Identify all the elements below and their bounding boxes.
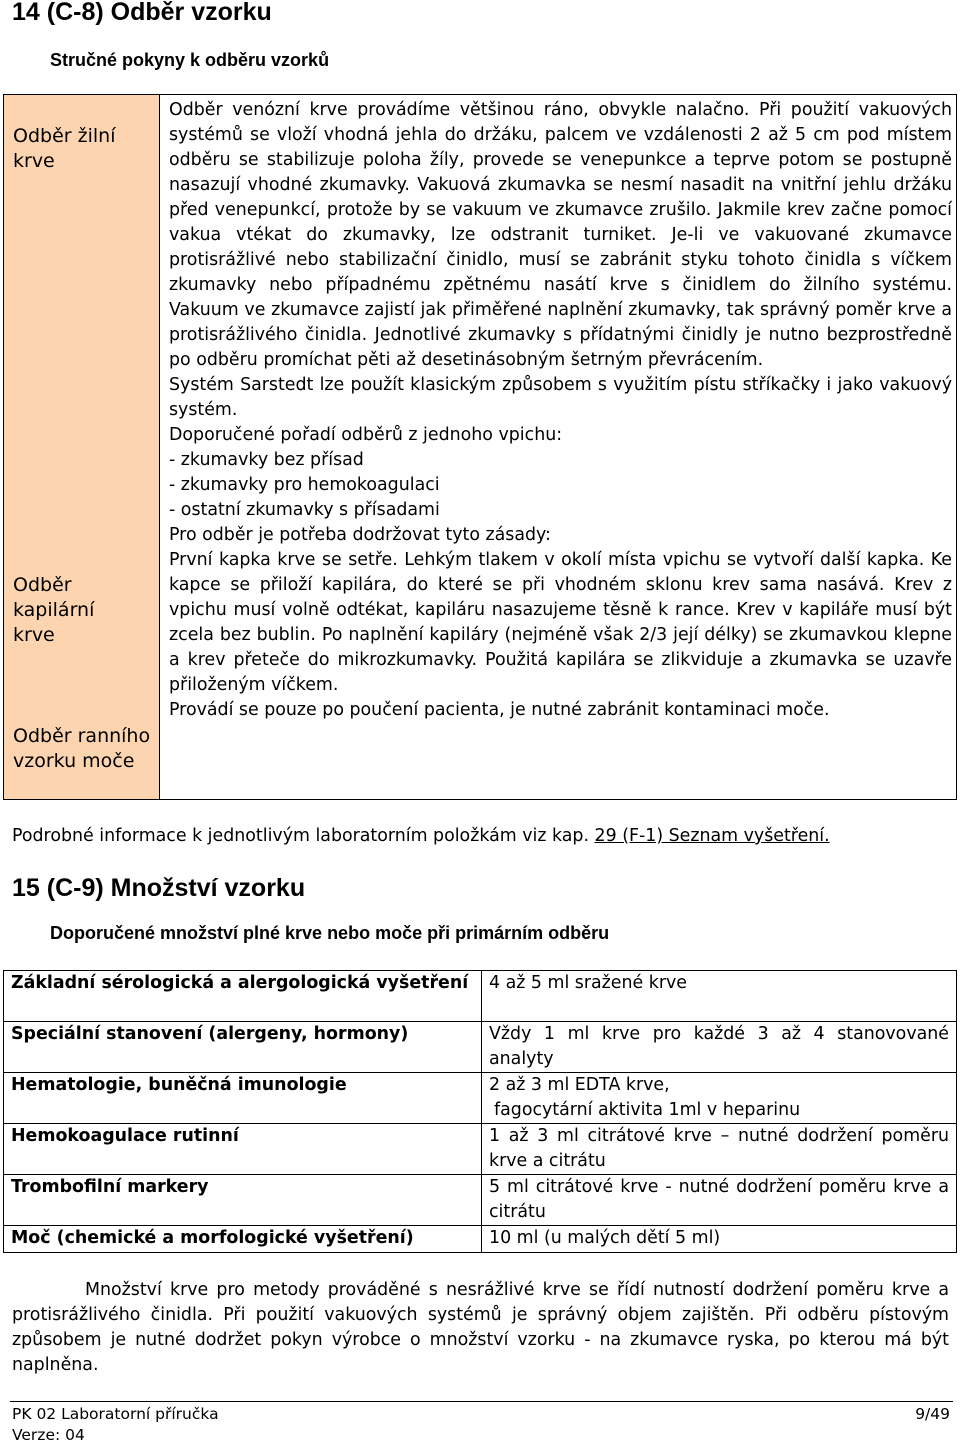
table-key-cell: Hemokoagulace rutinní — [4, 1124, 482, 1175]
label-morning-urine: Odběr ranního vzorku moče — [13, 725, 151, 772]
table-value-cell: 1 až 3 ml citrátové krve – nutné dodržení poměru krve a citrátu — [482, 1124, 957, 1175]
section-14-subtitle: Stručné pokyny k odběru vzorků — [50, 50, 330, 70]
capillary-procedure-text: První kapka krve se setře. Lehkým tlakem v okolí místa vpichu se vytvoří další kapka. Ke kapce se přiloží kapilára, do které se při vhodném sklonu krev sama nasává. Krev z vpichu musí volně odtékat, kapiláru nasazujeme těsně k rance. Krev v kapiláře musí být zcela bez bublin. Po naplnění kapiláry (nejméně však 2/3 její délky) se zkumavkou klepne a krev přeteče do mikrozkumavky. Použitá kapilára se zlikviduje a zkumavka se uzavře přiloženým víčkem. — [169, 550, 952, 695]
table-value-cell: 5 ml citrátové krve - nutné dodržení poměru krve a citrátu — [482, 1175, 957, 1226]
urine-procedure-text: Provádí se pouze po poučení pacienta, je nutné zabránit kontaminaci moče. — [169, 700, 830, 720]
table-key-cell — [4, 971, 482, 1022]
table-row — [4, 971, 957, 1022]
footer-left — [12, 1404, 219, 1446]
sarstedt-text: Systém Sarstedt lze použít klasickým způsobem s využitím pístu stříkačky i jako vakuový systém. — [169, 375, 952, 420]
order-item: - zkumavky pro hemokoagulaci — [169, 475, 440, 495]
table-row — [4, 1073, 957, 1124]
order-heading: Doporučené pořadí odběrů z jednoho vpichu: — [169, 425, 563, 445]
table-key: Základní sérologická a alergologická vyšetření — [11, 973, 469, 993]
table-value-secondary: fagocytární aktivita 1ml v heparinu — [494, 1100, 801, 1120]
detail-info-text: Podrobné informace k jednotlivým laboratorním položkám viz kap. — [12, 826, 595, 846]
detail-info-paragraph — [12, 824, 830, 849]
footer-divider — [10, 1401, 953, 1402]
capillary-heading: Pro odběr je potřeba dodržovat tyto zásady: — [169, 525, 551, 545]
sample-amount-table — [3, 970, 957, 1253]
table-value-cell: 4 až 5 ml sražené krve — [482, 971, 957, 1022]
footer-version: Verze: 04 — [12, 1426, 85, 1444]
amount-note: Množství krve pro metody prováděné s nesrážlivé krve se řídí nutností dodržení poměru krve a protisrážlivého činidla. Při použití vakuových systémů je správný objem zajištěn. Při odběru pístovým způsobem je nutné dodržet pokyn výrobce o množství vzorku - na zkumavce ryska, po kterou má být naplněna. — [12, 1280, 949, 1375]
table-value-cell: Vždy 1 ml krve pro každé 3 až 4 stanovované analyty — [482, 1022, 957, 1073]
section-15-title: 15 (C-9) Množství vzorku — [12, 874, 306, 902]
label-venous-blood: Odběr žilní krve — [13, 125, 116, 172]
label-capillary-blood: Odběr kapilární krve — [13, 574, 95, 646]
section-14-title: 14 (C-8) Odběr vzorku — [12, 0, 272, 26]
order-item: - ostatní zkumavky s přísadami — [169, 500, 440, 520]
venous-procedure-text: Odběr venózní krve provádíme většinou ráno, obvykle nalačno. Při použití vakuových systémů se vloží vhodná jehla do držáku, palcem ve vzdálenosti 2 až 5 cm pod místem odběru se stabilizuje poloha žíly, provede se venepunkce a teprve potom se postupně nasazují vhodné zkumavky. Vakuová zkumavka se nesmí nasadit na vnitřní jehlu držáku před venepunkcí, protože by se vakuum ve zkumavce zrušilo. Jakmile krev začne pomocí vakua vtékat do zkumavky, lze odstranit turniket. Je-li ve vakuované zkumavce protisrážlivé nebo stabilizační činidlo, musí se zabránit styku tohoto činidla s víčkem zkumavky nebo případnému zpětnému nasátí krve s činidlem do žilního systému. Vakuum ve zkumavce zajistí jak přiměřené naplnění zkumavky, tak správný poměr krve a protisrážlivého činidla. Jednotlivé zkumavky s přídatnými činidly je nutno bezprostředně po odběru promíchat pěti až desetinásobným šetrným převrácením. — [169, 100, 952, 370]
footer-page-number: 9/49 — [915, 1405, 950, 1423]
collection-text-column — [169, 98, 952, 723]
table-key-cell: Trombofilní markery — [4, 1175, 482, 1226]
table-value-cell: 10 ml (u malých dětí 5 ml) — [482, 1226, 957, 1253]
table-row — [4, 1022, 957, 1073]
footer-doc-name: PK 02 Laboratorní příručka — [12, 1405, 219, 1423]
table-value: 2 až 3 ml EDTA krve, — [489, 1075, 670, 1095]
collection-instructions-table — [3, 94, 957, 800]
table-row — [4, 1226, 957, 1253]
order-item: - zkumavky bez přísad — [169, 450, 364, 470]
table-row — [4, 1175, 957, 1226]
section-15-subtitle: Doporučené množství plné krve nebo moče při primárním odběru — [50, 923, 610, 943]
table-row — [4, 1124, 957, 1175]
table-key-cell: Moč (chemické a morfologické vyšetření) — [4, 1226, 482, 1253]
table-value-cell — [482, 1073, 957, 1124]
chapter-29-link[interactable]: 29 (F-1) Seznam vyšetření. — [594, 826, 830, 846]
table-key-cell: Hematologie, buněčná imunologie — [4, 1073, 482, 1124]
table-key-cell: Speciální stanovení (alergeny, hormony) — [4, 1022, 482, 1073]
collection-labels-column — [4, 95, 160, 799]
